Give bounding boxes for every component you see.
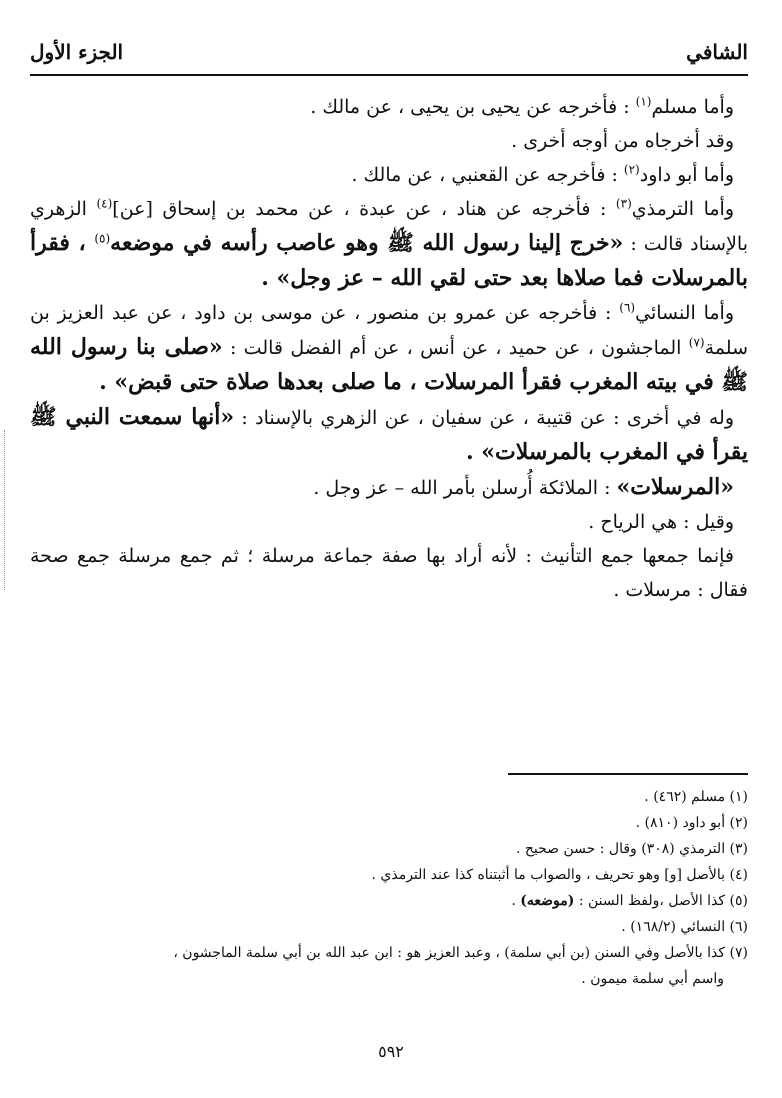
hadith-text: «خرج إلينا رسول الله ﷺ وهو عاصب رأسه في موضعه xyxy=(110,230,624,256)
paragraph-another-narration xyxy=(30,400,748,470)
text-run: . xyxy=(511,893,521,909)
text-run: (٥) كذا الأصل ،ولفظ السنن : xyxy=(574,893,748,909)
footnote-ref-7: (٧) xyxy=(688,335,705,350)
book-title: الشافي xyxy=(686,40,748,64)
footnote-7: (٧) كذا بالأصل وفي السنن (بن أبي سلمة) ، وعبد العزيز هو : ابن عبد الله بن أبي سلمة الماجشون ، xyxy=(173,945,748,961)
text-run: وأما أبو داود xyxy=(639,164,734,186)
text-run-bold: (موضعه) xyxy=(520,893,575,909)
paragraph-winds: وقيل : هي الرياح . xyxy=(588,511,734,533)
text-run: وأما الترمذي xyxy=(631,198,734,220)
hadith-text: «أنها سمعت النبي ﷺ يقرأ في المغرب بالمرسلات» . xyxy=(30,404,748,465)
footnote-separator xyxy=(508,773,748,775)
paragraph-definition xyxy=(30,470,748,505)
footnote-6: (٦) النسائي (١٦٨/٢) . xyxy=(621,919,748,935)
footnote-1: (١) مسلم (٤٦٢) . xyxy=(644,789,748,805)
paragraph-grammar: فإنما جمعها جمع التأنيث : لأنه أراد بها صفة جماعة مرسلة ؛ ثم جمع مرسلة جمع صحة فقال : مرسلات . xyxy=(30,545,748,601)
paragraph-nasai xyxy=(30,296,748,400)
footnote-ref-1: (١) xyxy=(635,94,652,109)
footnote-2: (٢) أبو داود (٨١٠) . xyxy=(635,815,748,831)
page-header xyxy=(30,36,748,76)
footnotes xyxy=(30,784,748,992)
text-run: وأما النسائي xyxy=(635,302,735,324)
text-run: وله في أخرى : عن قتيبة ، عن سفيان ، عن الزهري بالإسناد : xyxy=(234,407,734,429)
footnote-7-continued: واسم أبي سلمة ميمون . xyxy=(581,971,724,987)
text-run: الماجشون ، عن حميد ، عن أنس ، عن أم الفضل قالت : xyxy=(222,337,689,359)
hadith-text: ، فقرأ بالمرسلات فما صلاها بعد حتى لقي الله – عز وجل» . xyxy=(30,230,748,291)
footnote-ref-6: (٦) xyxy=(619,300,636,315)
text-run: وأما مسلم xyxy=(651,96,734,118)
scan-margin-line xyxy=(4,430,5,590)
text-run: الزهري بالإسناد قالت : xyxy=(30,198,748,255)
footnote-4: (٤) بالأصل [و] وهو تحريف ، والصواب ما أثبتناه كذا عند الترمذي . xyxy=(371,867,748,883)
paragraph-tirmidhi xyxy=(30,192,748,296)
paragraph-other-ways: وقد أخرجاه من أوجه أخرى . xyxy=(511,130,734,152)
text-run: [عن] xyxy=(112,198,153,220)
text-run: : الملائكة أُرسلن بأمر الله – عز وجل . xyxy=(313,477,617,499)
defined-term: «المرسلات» xyxy=(616,474,734,500)
volume-label: الجزء الأول xyxy=(30,40,124,64)
footnote-ref-5: (٥) xyxy=(94,231,111,246)
page-number: ٥٩٢ xyxy=(378,1042,404,1061)
footnote-ref-3: (٣) xyxy=(615,196,632,211)
text-run: : فأخرجه عن عمرو بن منصور ، عن موسى بن داود ، عن عبد العزيز بن سلمة xyxy=(30,302,748,359)
main-text xyxy=(30,90,748,607)
footnote-5 xyxy=(30,888,748,914)
text-run: : فأخرجه عن القعنبي ، عن مالك . xyxy=(351,164,624,186)
hadith-text: «صلى بنا رسول الله ﷺ في بيته المغرب فقرأ المرسلات ، ما صلى بعدها صلاة حتى قبض» . xyxy=(30,334,748,395)
text-run: : فأخرجه عن يحيى بن يحيى ، عن مالك . xyxy=(310,96,636,118)
paragraph-muslim xyxy=(30,90,748,124)
text-run: : فأخرجه عن هناد ، عن عبدة ، عن محمد بن إسحاق xyxy=(152,198,616,220)
footnote-ref-2: (٢) xyxy=(623,162,640,177)
footnote-ref-4: (٤) xyxy=(96,196,113,211)
paragraph-abu-dawud xyxy=(30,158,748,192)
footnote-3: (٣) الترمذي (٣٠٨) وقال : حسن صحيح . xyxy=(515,841,748,857)
